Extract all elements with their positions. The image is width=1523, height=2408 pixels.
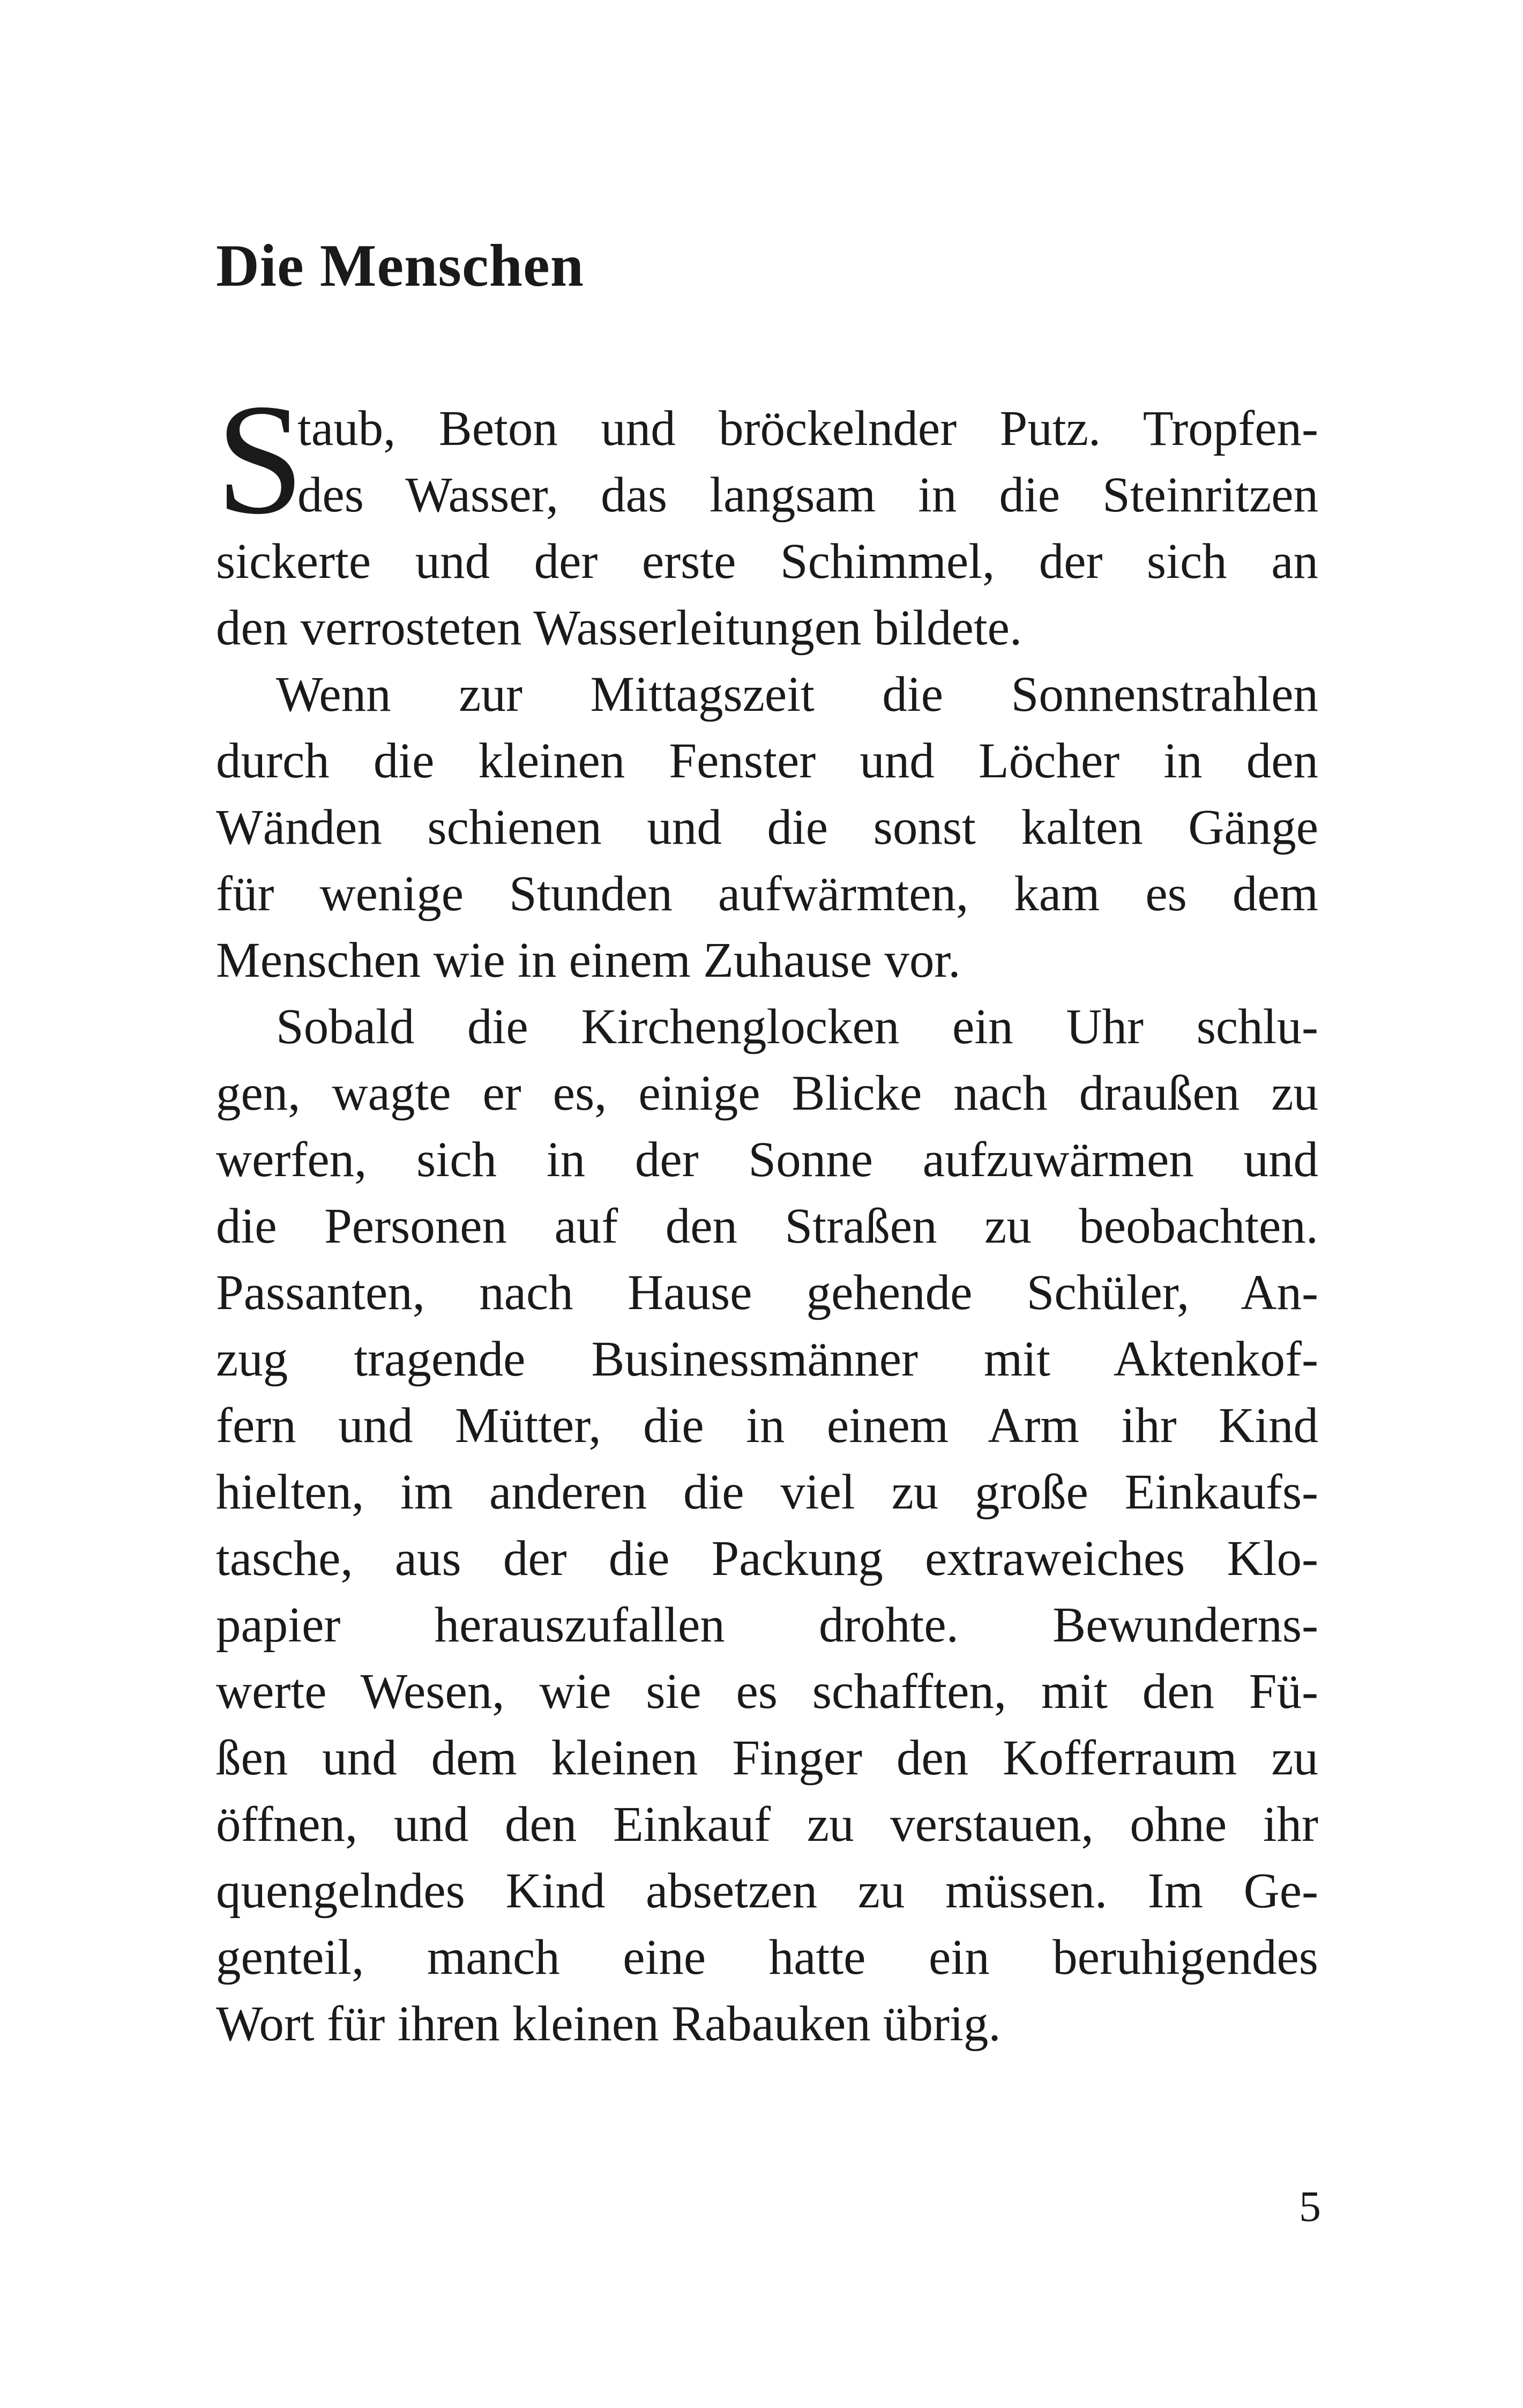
- text-line: fern und Mütter, die in einem Arm ihr Kind: [216, 1398, 1318, 1453]
- text-line: den verrosteten Wasserleitungen bildete.: [216, 600, 1022, 656]
- text-line: gen, wagte er es, einige Blicke nach draußen zu: [216, 1066, 1318, 1121]
- text-line: öffnen, und den Einkauf zu verstauen, ohne ihr: [216, 1797, 1318, 1852]
- text-line: sickerte und der erste Schimmel, der sich an: [216, 534, 1318, 589]
- text-line: Passanten, nach Hause gehende Schüler, An-: [216, 1265, 1318, 1320]
- text-line: quengelndes Kind absetzen zu müssen. Im Ge-: [216, 1863, 1318, 1919]
- text-line: Sobald die Kirchenglocken ein Uhr schlu-: [276, 999, 1318, 1054]
- text-line: die Personen auf den Straßen zu beobachten.: [216, 1199, 1318, 1254]
- text-line: für wenige Stunden aufwärmten, kam es dem: [216, 866, 1318, 921]
- text-line: taub, Beton und bröckelnder Putz. Tropfen-: [297, 401, 1318, 456]
- chapter-title: Die Menschen: [216, 233, 585, 299]
- text-line: werte Wesen, wie sie es schafften, mit den Fü-: [216, 1664, 1318, 1719]
- text-line: zug tragende Businessmänner mit Aktenkof-: [216, 1332, 1318, 1387]
- text-line: papier herauszufallen drohte. Bewunderns-: [216, 1597, 1318, 1653]
- text-line: werfen, sich in der Sonne aufzuwärmen und: [216, 1132, 1318, 1187]
- text-line: hielten, im anderen die viel zu große Einkaufs-: [216, 1465, 1318, 1520]
- drop-cap: S: [216, 371, 304, 547]
- text-line: ßen und dem kleinen Finger den Kofferraum zu: [216, 1730, 1318, 1786]
- text-line: tasche, aus der die Packung extraweiches Klo-: [216, 1531, 1318, 1586]
- text-line: Wenn zur Mittagszeit die Sonnenstrahlen: [276, 667, 1318, 722]
- text-line: durch die kleinen Fenster und Löcher in den: [216, 733, 1318, 789]
- text-line: Menschen wie in einem Zuhause vor.: [216, 933, 961, 988]
- page-number: 5: [1299, 2182, 1321, 2231]
- text-line: des Wasser, das langsam in die Steinritzen: [297, 467, 1318, 523]
- text-line: Wänden schienen und die sonst kalten Gänge: [216, 800, 1318, 855]
- text-line: Wort für ihren kleinen Rabauken übrig.: [216, 1996, 1001, 2052]
- text-line: genteil, manch eine hatte ein beruhigendes: [216, 1930, 1318, 1985]
- body-text: [216, 371, 1318, 2057]
